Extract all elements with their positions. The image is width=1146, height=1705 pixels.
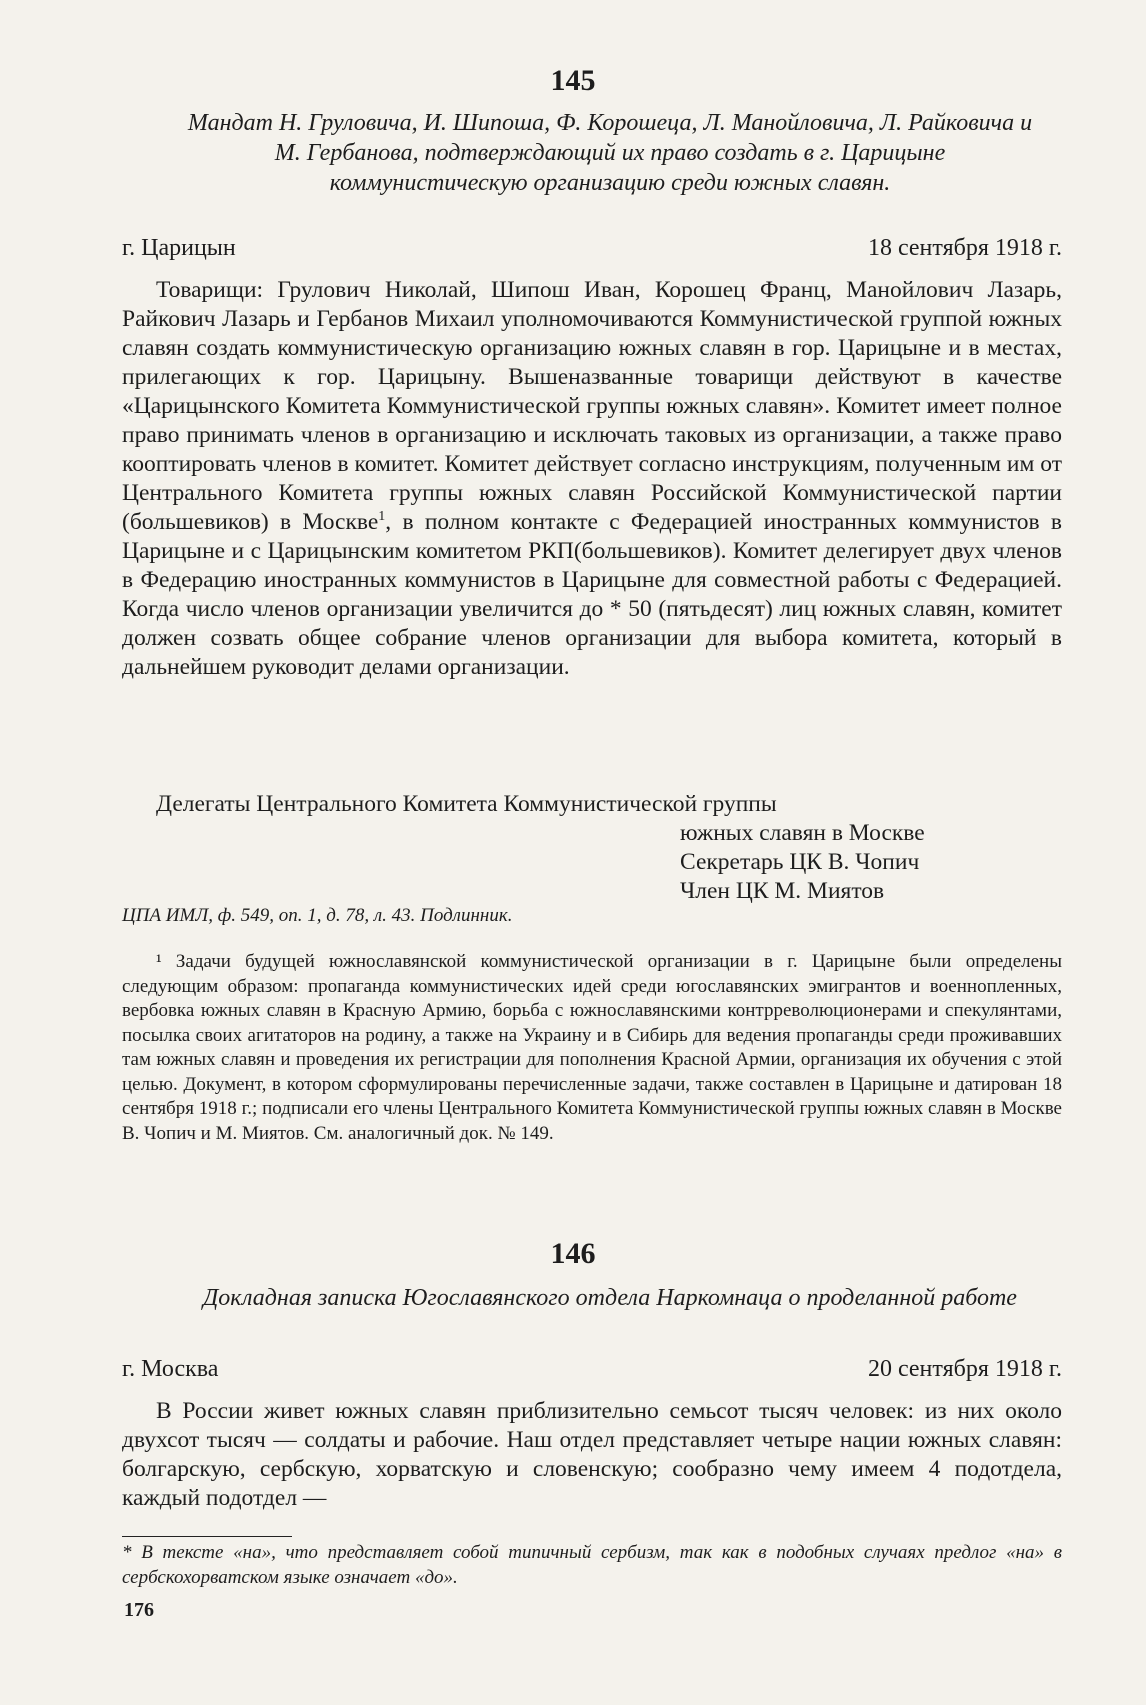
signature-line: южных славян в Москве <box>680 820 925 846</box>
document-145-heading: Мандат Н. Груловича, И. Шипоша, Ф. Корошеца, Л. Манойловича, Л. Райковича и М. Гербанова, подтверждающий их право создать в г. Царицыне коммунистическую организацию среди южных славян. <box>187 110 1033 196</box>
date: 18 сентября 1918 г. <box>867 235 1062 261</box>
footnote-divider <box>122 1536 292 1537</box>
body-paragraph <box>122 276 1062 682</box>
document-number-145: 145 <box>550 64 596 97</box>
document-145-signature <box>122 790 1062 906</box>
date: 20 сентября 1918 г. <box>867 1356 1062 1382</box>
document-145-body <box>122 276 1062 682</box>
signature-line: Секретарь ЦК В. Чопич <box>680 849 920 875</box>
signature-line: Делегаты Центрального Комитета Коммунистической группы <box>156 791 777 817</box>
editorial-note: * В тексте «на», что представляет собой типичный сербизм, так как в подобных случаях предлог «на» в сербскохорватском языке означает «до». <box>122 1542 1062 1588</box>
signature-line: Член ЦК М. Миятов <box>680 878 885 904</box>
footnote <box>122 950 1062 1146</box>
archive-source: ЦПА ИМЛ, ф. 549, оп. 1, д. 78, л. 43. Подлинник. <box>122 905 513 926</box>
body-text-part2: , в полном контакте с Федерацией иностранных коммунистов в Царицыне и с Царицынским комитетом РКП(большевиков). Комитет делегирует двух членов в Федерацию иностранных коммунистов в Царицыне для совместной работы с Федерацией. Когда число членов организации увеличится до * 50 (пятьдесят) лиц южных славян, комитет должен созвать общее собрание членов организации для выбора комитета, который в дальнейшем руководит делами организации. <box>122 509 1062 680</box>
document-146-body <box>122 1397 1062 1513</box>
document-number-146: 146 <box>550 1237 596 1270</box>
document-145-place-date <box>122 233 1062 263</box>
document-146-heading: Докладная записка Югославянского отдела Наркомнаца о проделанной работе <box>203 1285 1017 1311</box>
body-paragraph: В России живет южных славян приблизительно семьсот тысяч человек: из них около двухсот тысяч — солдаты и рабочие. Наш отдел представляет четыре нации южных славян: болгарскую, сербскую, хорватскую и словенскую; сообразно чему имеем 4 подотдела, каждый подотдел — <box>122 1398 1062 1511</box>
body-text-part1: Товарищи: Грулович Николай, Шипош Иван, Корошец Франц, Манойлович Лазарь, Райкович Лазарь и Гербанов Михаил уполномочиваются Коммунистической группой южных славян создать коммунистическую организацию южных славян в гор. Царицыне и в местах, прилегающих к гор. Царицыну. Вышеназванные товарищи действуют в качестве «Царицынского Комитета Коммунистической группы южных славян». Комитет имеет полное право принимать членов в организацию и исключать таковых из организации, а также право кооптировать членов в комитет. Комитет действует согласно инструкциям, полученным им от Центрального Комитета группы южных славян Российской Коммунистической партии (большевиков) в Москве <box>122 277 1062 535</box>
place: г. Царицын <box>122 235 236 261</box>
page-number: 176 <box>124 1599 154 1621</box>
footnote-reference: 1 <box>378 509 386 525</box>
place: г. Москва <box>122 1356 219 1382</box>
footnote-text: ¹ Задачи будущей южнославянской коммунистической организации в г. Царицыне были определены следующим образом: пропаганда коммунистических идей среди югославянских эмигрантов и военнопленных, вербовка южных славян в Красную Армию, борьба с южнославянскими контрреволюционерами и спекулянтами, посылка своих агитаторов на родину, а также на Украину и в Сибирь для ведения пропаганды среди проживавших там южных славян и проведения их регистрации для пополнения Красной Армии, организация их обучения с этой целью. Документ, в котором сформулированы перечисленные задачи, также составлен в Царицыне и датирован 18 сентября 1918 г.; подписали его члены Центрального Комитета Коммунистической группы южных славян в Москве В. Чопич и М. Миятов. См. аналогичный док. № 149. <box>122 951 1062 1144</box>
document-146-place-date <box>122 1354 1062 1384</box>
